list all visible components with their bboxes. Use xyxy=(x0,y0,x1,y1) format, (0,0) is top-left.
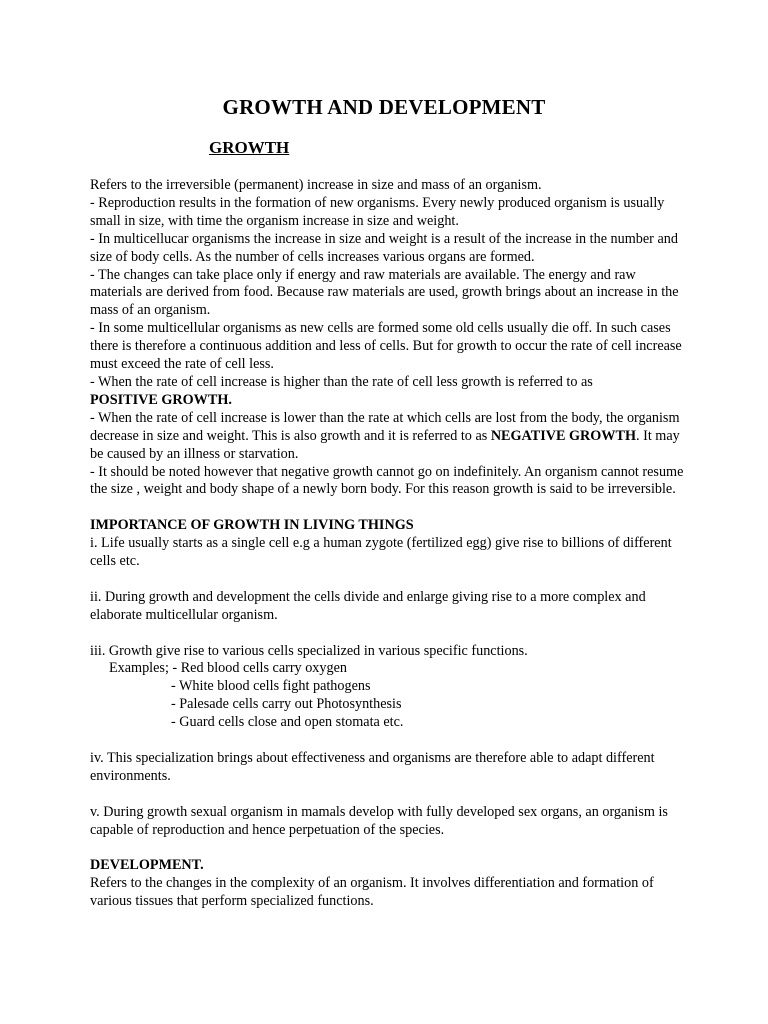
spacer xyxy=(90,571,690,589)
section-heading-growth: GROWTH xyxy=(209,138,290,157)
page-title: GROWTH AND DEVELOPMENT xyxy=(222,95,546,119)
example-item: - Palesade cells carry out Photosynthesis xyxy=(171,696,402,713)
growth-paragraph-6-text: - When the rate of cell increase is higher than the rate of cell less growth is referred to as xyxy=(90,373,593,390)
growth-paragraph-6 xyxy=(90,374,690,410)
negative-growth-term: NEGATIVE GROWTH xyxy=(490,427,636,444)
example-item: - White blood cells fight pathogens xyxy=(171,678,371,695)
importance-heading: IMPORTANCE OF GROWTH IN LIVING THINGS xyxy=(90,517,414,534)
document-body xyxy=(90,177,690,911)
example-item: Examples; - Red blood cells carry oxygen xyxy=(109,660,347,677)
growth-paragraph-4: - The changes can take place only if energy and raw materials are available. The energy and raw materials are derived from food. Because raw materials are used, growth brings about an increase in the mass of an organism. xyxy=(90,266,679,319)
growth-paragraph-8: - It should be noted however that negative growth cannot go on indefinitely. An organism cannot resume the size , weight and body shape of a newly born body. For this reason growth is said to be irreversible. xyxy=(90,463,684,498)
spacer xyxy=(90,839,690,857)
spacer xyxy=(90,499,690,517)
growth-paragraph-1: Refers to the irreversible (permanent) increase in size and mass of an organism. xyxy=(90,177,542,193)
importance-item-iv: iv. This specialization brings about effectiveness and organisms are therefore able to adapt different environments. xyxy=(90,749,655,784)
growth-paragraph-3: - In multicellucar organisms the increase in size and weight is a result of the increase in the number and size of body cells. As the number of cells increases various organs are formed. xyxy=(90,230,678,265)
importance-item-i: i. Life usually starts as a single cell e.g a human zygote (fertilized egg) give rise to billions of different cells etc. xyxy=(90,535,672,570)
positive-growth-term: POSITIVE GROWTH. xyxy=(90,391,232,408)
development-heading: DEVELOPMENT. xyxy=(90,857,204,874)
spacer xyxy=(90,786,690,804)
spacer xyxy=(90,732,690,750)
growth-paragraph-5: - In some multicellular organisms as new cells are formed some old cells usually die off. In such cases there is therefore a continuous addition and less of cells. But for growth to occur the rate of cell increase must exceed the rate of cell less. xyxy=(90,320,682,373)
importance-item-ii: ii. During growth and development the cells divide and enlarge giving rise to a more complex and elaborate multicellular organism. xyxy=(90,588,646,623)
growth-paragraph-7 xyxy=(90,410,690,464)
development-paragraph: Refers to the changes in the complexity of an organism. It involves differentiation and formation of various tissues that perform specialized functions. xyxy=(90,875,654,910)
growth-paragraph-7-tail: . It may be caused by an illness or starvation. xyxy=(90,427,680,462)
importance-item-v: v. During growth sexual organism in mamals develop with fully developed sex organs, an organism is capable of reproduction and hence perpetuation of the species. xyxy=(90,803,668,838)
spacer xyxy=(90,625,690,643)
importance-item-iii: iii. Growth give rise to various cells specialized in various specific functions. xyxy=(90,642,528,659)
growth-paragraph-2: - Reproduction results in the formation of new organisms. Every newly produced organism is usually small in size, with time the organism increase in size and weight. xyxy=(90,194,665,229)
example-item: - Guard cells close and open stomata etc. xyxy=(171,714,404,731)
growth-paragraph-7-text: - When the rate of cell increase is lower than the rate at which cells are lost from the body, the organism decrease in size and weight. This is also growth and it is referred to as xyxy=(90,409,680,444)
